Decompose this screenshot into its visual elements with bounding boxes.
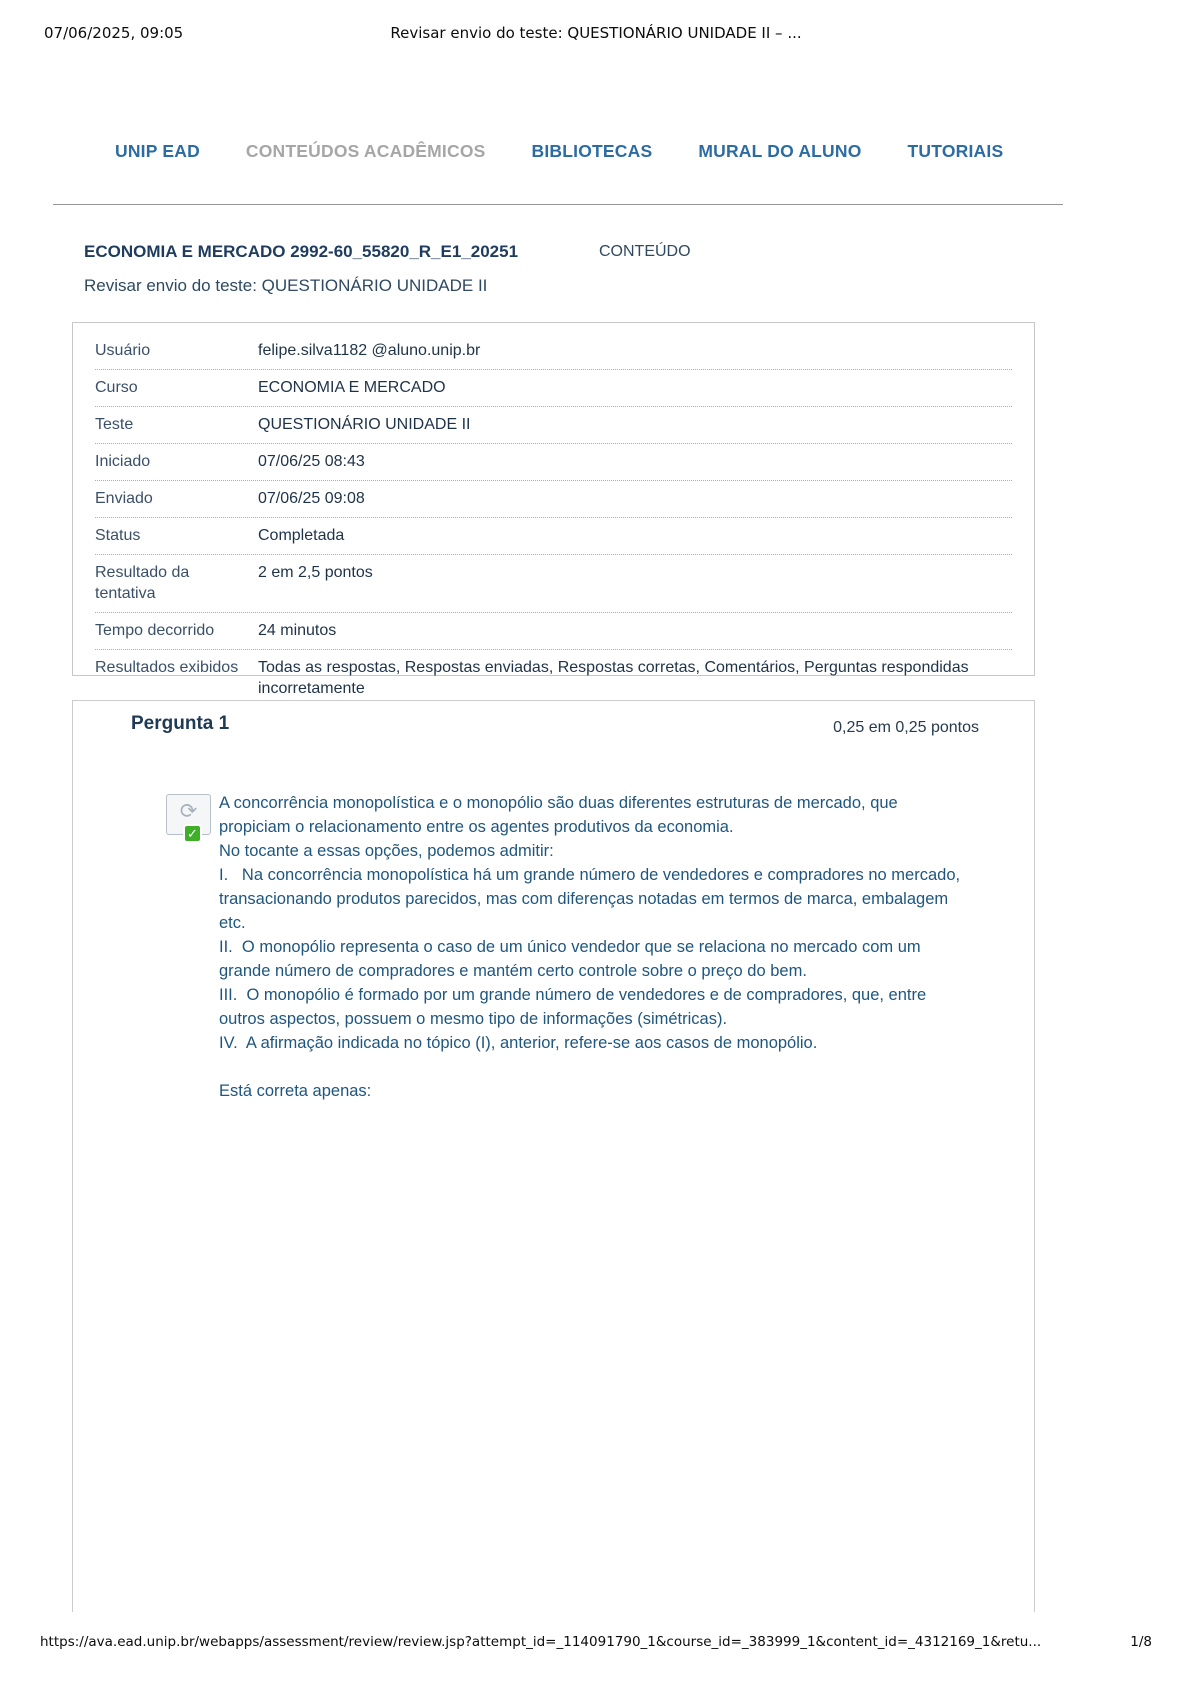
summary-value: QUESTIONÁRIO UNIDADE II [258, 416, 471, 433]
summary-row-resultados-exibidos [95, 650, 1012, 707]
print-footer-url: https://ava.ead.unip.br/webapps/assessment/review/review.jsp?attempt_id=_114091790_1&course_id=_383999_1&content_id=_4312169_1&retu... [40, 1634, 1042, 1650]
summary-label: Teste [95, 416, 134, 433]
summary-label: Enviado [95, 490, 153, 507]
question-statement-iii: III. O monopólio é formado por um grande número de vendedores e de compradores, que, entre outros aspectos, possuem o mesmo tipo de informações (simétricas). [219, 986, 931, 1028]
attempt-summary-box [72, 322, 1035, 697]
nav-item-tutoriais[interactable]: TUTORIAIS [907, 141, 1004, 161]
nav-item-bibliotecas[interactable]: BIBLIOTECAS [531, 141, 653, 161]
summary-label: Resultados exibidos [95, 659, 239, 676]
nav-divider [53, 204, 1063, 205]
summary-value: 24 minutos [258, 622, 337, 639]
question-points: 0,25 em 0,25 pontos [833, 719, 979, 736]
summary-value: ECONOMIA E MERCADO [258, 379, 446, 396]
summary-value: 07/06/25 08:43 [258, 453, 365, 470]
question-1-box [72, 700, 1035, 1612]
summary-label: Status [95, 527, 141, 544]
summary-value: 2 em 2,5 pontos [258, 564, 373, 581]
print-title: Revisar envio do teste: QUESTIONÁRIO UNIDADE II – ... [390, 24, 802, 42]
top-nav [115, 141, 1003, 162]
question-statement-iv: IV. A afirmação indicada no tópico (I), anterior, refere-se aos casos de monopólio. [219, 1034, 818, 1052]
question-statement-i: I. Na concorrência monopolística há um grande número de vendedores e compradores no mercado, transacionando produtos parecidos, mas com diferenças notadas em termos de marca, embalagem etc. [219, 866, 965, 932]
summary-label: Usuário [95, 342, 151, 359]
course-title: ECONOMIA E MERCADO 2992-60_55820_R_E1_20251 [84, 242, 519, 261]
summary-value: Todas as respostas, Respostas enviadas, Respostas corretas, Comentários, Perguntas respondidas incorretamente [258, 659, 969, 697]
print-footer-page-number: 1/8 [1130, 1634, 1152, 1650]
summary-label: Curso [95, 379, 138, 396]
summary-value: 07/06/25 09:08 [258, 490, 365, 507]
question-statement-ii: II. O monopólio representa o caso de um único vendedor que se relaciona no mercado com um grande número de compradores e mantém certo controle sobre o preço do bem. [219, 938, 926, 980]
question-prompt: Está correta apenas: [219, 1082, 372, 1100]
summary-label: Iniciado [95, 453, 151, 470]
print-datetime: 07/06/2025, 09:05 [44, 24, 184, 42]
summary-row-usuario [95, 333, 1012, 370]
question-text [219, 791, 963, 1103]
nav-item-mural-do-aluno[interactable]: MURAL DO ALUNO [698, 141, 862, 161]
summary-row-tempo [95, 613, 1012, 650]
summary-value: Completada [258, 527, 345, 544]
summary-row-curso [95, 370, 1012, 407]
summary-label: Resultado da tentativa [95, 564, 190, 602]
question-paragraph: A concorrência monopolística e o monopólio são duas diferentes estruturas de mercado, que propiciam o relacionamento entre os agentes produtivos da economia. [219, 794, 903, 836]
summary-label: Tempo decorrido [95, 622, 215, 639]
question-paragraph: No tocante a essas opções, podemos admitir: [219, 842, 554, 860]
summary-value: felipe.silva1182 @aluno.unip.br [258, 342, 481, 359]
green-check-icon: ✓ [183, 824, 202, 843]
summary-row-resultado [95, 555, 1012, 613]
nav-item-conteudos-academicos[interactable]: CONTEÚDOS ACADÊMICOS [245, 141, 486, 161]
summary-row-status [95, 518, 1012, 555]
correct-answer-icon [166, 794, 211, 841]
summary-row-iniciado [95, 444, 1012, 481]
summary-row-enviado [95, 481, 1012, 518]
question-title: Pergunta 1 [131, 713, 230, 734]
content-breadcrumb-label: CONTEÚDO [599, 243, 691, 260]
summary-row-teste [95, 407, 1012, 444]
image-placeholder-icon: ⟳ [179, 800, 198, 823]
page-title: Revisar envio do teste: QUESTIONÁRIO UNIDADE II [84, 276, 488, 295]
nav-item-unip-ead[interactable]: UNIP EAD [115, 141, 200, 161]
